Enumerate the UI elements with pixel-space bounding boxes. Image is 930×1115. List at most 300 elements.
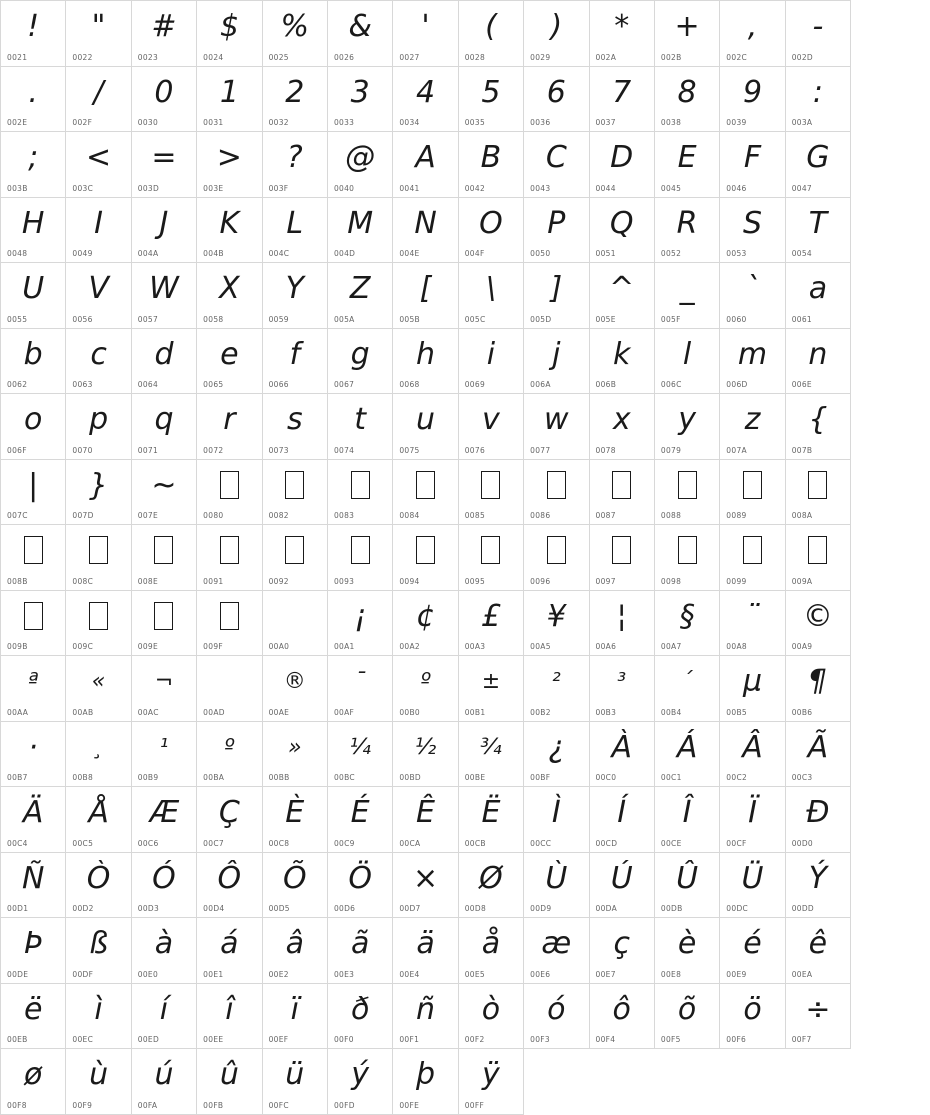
glyph-char: Ë [481, 795, 501, 830]
glyph-cell[interactable] [655, 918, 720, 984]
glyph-codepoint: 0062 [7, 380, 28, 389]
glyph-cell[interactable] [393, 525, 458, 591]
glyph-cell[interactable] [132, 591, 197, 657]
glyph-cell[interactable] [328, 132, 393, 198]
glyph-char: î [225, 991, 234, 1027]
glyph-cell[interactable] [459, 132, 524, 198]
glyph-cell[interactable] [328, 722, 393, 788]
glyph-cell[interactable] [720, 263, 785, 329]
glyph-codepoint: 0051 [595, 249, 616, 258]
glyph-cell[interactable] [197, 132, 262, 198]
glyph-codepoint: 0085 [464, 511, 486, 520]
glyph-codepoint: 0031 [203, 118, 224, 127]
glyph-cell[interactable] [524, 656, 589, 722]
glyph-cell[interactable] [66, 67, 131, 133]
glyph-cell[interactable] [590, 198, 655, 264]
glyph-cell[interactable] [720, 984, 785, 1050]
glyph-cell[interactable] [459, 1049, 524, 1115]
glyph-cell[interactable] [524, 132, 589, 198]
glyph-cell[interactable] [720, 525, 785, 591]
glyph-cell[interactable] [459, 525, 524, 591]
glyph-cell[interactable] [132, 1, 197, 67]
glyph-cell[interactable] [328, 263, 393, 329]
glyph-char: Ï [748, 795, 757, 830]
glyph-cell[interactable] [720, 394, 785, 460]
glyph-cell[interactable] [720, 656, 785, 722]
glyph-cell[interactable] [393, 918, 458, 984]
glyph-char [655, 529, 719, 573]
glyph-cell[interactable] [590, 1, 655, 67]
glyph-cell[interactable] [1, 656, 66, 722]
glyph-cell[interactable] [1, 198, 66, 264]
glyph-cell[interactable] [1, 853, 66, 919]
glyph-cell[interactable] [328, 853, 393, 919]
glyph-char: Þ [24, 926, 43, 961]
glyph-cell[interactable] [720, 198, 785, 264]
glyph-cell[interactable] [590, 394, 655, 460]
glyph-cell[interactable] [720, 787, 785, 853]
glyph-cell[interactable] [459, 722, 524, 788]
glyph-cell[interactable] [786, 722, 851, 788]
glyph-codepoint: 005E [595, 314, 616, 324]
glyph-cell[interactable] [263, 525, 328, 591]
glyph-cell[interactable] [132, 1049, 197, 1115]
glyph-char [197, 595, 261, 639]
glyph-cell[interactable] [1, 460, 66, 526]
glyph-cell[interactable] [197, 394, 262, 460]
glyph-cell[interactable] [132, 853, 197, 919]
glyph-codepoint: 00A8 [726, 642, 747, 651]
glyph-cell[interactable] [393, 1049, 458, 1115]
glyph-cell[interactable] [459, 1, 524, 67]
glyph-cell[interactable] [524, 394, 589, 460]
glyph-cell[interactable] [197, 460, 262, 526]
glyph-codepoint: 0030 [137, 118, 159, 127]
glyph-cell[interactable] [393, 853, 458, 919]
glyph-codepoint: 0080 [203, 511, 224, 520]
glyph-cell[interactable] [786, 329, 851, 395]
glyph-cell[interactable] [263, 656, 328, 722]
glyph-cell[interactable] [328, 1049, 393, 1115]
glyph-cell[interactable] [66, 394, 131, 460]
glyph-cell[interactable] [720, 1, 785, 67]
glyph-cell[interactable] [263, 787, 328, 853]
glyph-cell[interactable] [1, 984, 66, 1050]
glyph-cell[interactable] [1, 525, 66, 591]
glyph-char: ì [94, 991, 103, 1027]
glyph-codepoint: 008A [791, 511, 813, 520]
glyph-char: N [414, 205, 437, 241]
glyph-char: ä [416, 926, 435, 961]
glyph-cell[interactable] [1, 591, 66, 657]
glyph-cell[interactable] [132, 132, 197, 198]
glyph-cell[interactable] [655, 263, 720, 329]
glyph-cell[interactable] [786, 394, 851, 460]
glyph-char: A [415, 140, 436, 175]
glyph-cell[interactable] [1, 394, 66, 460]
glyph-cell[interactable] [524, 918, 589, 984]
glyph-char: c [90, 336, 107, 372]
glyph-cell[interactable] [66, 329, 131, 395]
glyph-cell[interactable] [66, 525, 131, 591]
glyph-cell[interactable] [66, 1049, 131, 1115]
glyph-cell[interactable] [524, 722, 589, 788]
glyph-cell[interactable] [655, 132, 720, 198]
glyph-char: S [742, 205, 763, 241]
glyph-char: Î [682, 795, 692, 830]
glyph-cell[interactable] [132, 329, 197, 395]
glyph-cell[interactable] [786, 198, 851, 264]
glyph-cell[interactable] [393, 394, 458, 460]
glyph-cell[interactable] [132, 722, 197, 788]
glyph-cell[interactable] [263, 263, 328, 329]
glyph-cell[interactable] [786, 656, 851, 722]
glyph-cell[interactable] [1, 918, 66, 984]
glyph-cell[interactable] [1, 329, 66, 395]
glyph-codepoint: 00F5 [660, 1035, 681, 1044]
glyph-cell[interactable] [655, 394, 720, 460]
glyph-cell[interactable] [328, 1, 393, 67]
glyph-cell[interactable] [720, 460, 785, 526]
glyph-char: Ñ [21, 860, 45, 896]
glyph-cell[interactable] [655, 329, 720, 395]
glyph-cell[interactable] [655, 67, 720, 133]
glyph-cell[interactable] [263, 1049, 328, 1115]
glyph-cell[interactable] [132, 984, 197, 1050]
notdef-box-icon [220, 471, 239, 499]
glyph-cell[interactable] [197, 1049, 262, 1115]
glyph-cell[interactable] [720, 853, 785, 919]
glyph-codepoint: 003C [72, 183, 94, 193]
glyph-cell[interactable] [1, 132, 66, 198]
glyph-cell[interactable] [720, 722, 785, 788]
glyph-char [720, 464, 784, 508]
glyph-codepoint: 00F3 [530, 1035, 550, 1044]
glyph-cell[interactable] [393, 329, 458, 395]
glyph-codepoint: 0076 [464, 445, 486, 455]
glyph-cell[interactable] [655, 198, 720, 264]
glyph-cell[interactable] [66, 1, 131, 67]
glyph-cell[interactable] [66, 853, 131, 919]
glyph-char: = [151, 140, 177, 175]
glyph-codepoint: 004D [333, 249, 356, 258]
glyph-cell[interactable] [524, 591, 589, 657]
glyph-cell[interactable] [263, 984, 328, 1050]
glyph-cell[interactable] [786, 918, 851, 984]
glyph-cell[interactable] [590, 263, 655, 329]
glyph-cell[interactable] [66, 263, 131, 329]
glyph-cell[interactable] [263, 394, 328, 460]
glyph-cell[interactable] [459, 263, 524, 329]
glyph-cell[interactable] [328, 591, 393, 657]
glyph-codepoint: 00F2 [464, 1035, 485, 1044]
glyph-codepoint: 00E0 [137, 969, 159, 979]
glyph-cell[interactable] [590, 591, 655, 657]
glyph-cell[interactable] [720, 591, 785, 657]
glyph-cell[interactable] [393, 1, 458, 67]
glyph-cell[interactable] [263, 918, 328, 984]
glyph-cell[interactable] [132, 918, 197, 984]
glyph-cell[interactable] [590, 787, 655, 853]
glyph-cell[interactable] [1, 1049, 66, 1115]
glyph-cell[interactable] [655, 460, 720, 526]
glyph-cell[interactable] [590, 984, 655, 1050]
glyph-codepoint: 0093 [333, 576, 355, 586]
glyph-cell[interactable] [66, 656, 131, 722]
glyph-cell[interactable] [1, 1, 66, 67]
glyph-cell[interactable] [393, 263, 458, 329]
glyph-cell[interactable] [524, 525, 589, 591]
glyph-codepoint: 006D [726, 380, 748, 389]
glyph-cell[interactable] [459, 198, 524, 264]
glyph-char: Æ [149, 795, 179, 830]
glyph-cell[interactable] [328, 525, 393, 591]
glyph-cell[interactable] [590, 656, 655, 722]
glyph-cell[interactable] [524, 787, 589, 853]
glyph-cell[interactable] [197, 525, 262, 591]
glyph-cell[interactable] [263, 853, 328, 919]
glyph-cell[interactable] [459, 394, 524, 460]
glyph-cell[interactable] [197, 918, 262, 984]
glyph-cell[interactable] [1, 263, 66, 329]
glyph-cell[interactable] [524, 263, 589, 329]
glyph-cell[interactable] [655, 1, 720, 67]
glyph-cell[interactable] [328, 329, 393, 395]
glyph-char: R [676, 205, 698, 241]
glyph-cell[interactable] [459, 460, 524, 526]
glyph-cell[interactable] [655, 853, 720, 919]
glyph-cell[interactable] [786, 132, 851, 198]
glyph-cell[interactable] [655, 722, 720, 788]
glyph-codepoint: 00A1 [333, 642, 355, 651]
glyph-cell[interactable] [393, 722, 458, 788]
glyph-cell[interactable] [66, 918, 131, 984]
glyph-char: M [347, 205, 374, 241]
glyph-cell[interactable] [197, 1, 262, 67]
glyph-cell[interactable] [197, 853, 262, 919]
glyph-cell[interactable] [197, 656, 262, 722]
notdef-box-icon [678, 536, 697, 564]
glyph-char: ý [351, 1057, 370, 1092]
glyph-cell[interactable] [459, 787, 524, 853]
glyph-cell[interactable] [132, 656, 197, 722]
glyph-char: Ã [807, 729, 829, 765]
glyph-char: ö [743, 991, 762, 1027]
glyph-cell[interactable] [524, 67, 589, 133]
glyph-cell[interactable] [328, 984, 393, 1050]
glyph-cell[interactable] [132, 67, 197, 133]
glyph-char: ô [612, 991, 631, 1027]
glyph-cell[interactable] [328, 394, 393, 460]
glyph-cell[interactable] [459, 984, 524, 1050]
glyph-cell[interactable] [197, 198, 262, 264]
glyph-char: b [23, 336, 43, 372]
glyph-cell[interactable] [132, 460, 197, 526]
glyph-codepoint: 0067 [333, 380, 355, 389]
glyph-cell[interactable] [66, 132, 131, 198]
glyph-char: Ä [22, 795, 44, 830]
glyph-codepoint: 0057 [137, 314, 159, 324]
glyph-char: k [613, 336, 631, 372]
glyph-cell[interactable] [786, 591, 851, 657]
glyph-cell[interactable] [720, 67, 785, 133]
glyph-codepoint: 00DC [726, 904, 749, 913]
glyph-cell[interactable] [590, 722, 655, 788]
glyph-cell[interactable] [328, 67, 393, 133]
glyph-codepoint: 0044 [595, 183, 616, 193]
glyph-cell[interactable] [720, 918, 785, 984]
glyph-char: E [677, 140, 697, 175]
glyph-cell[interactable] [197, 329, 262, 395]
glyph-cell[interactable] [66, 722, 131, 788]
glyph-codepoint: 0079 [660, 445, 682, 455]
glyph-cell[interactable] [459, 918, 524, 984]
glyph-char: Â [742, 729, 763, 765]
glyph-char: ' [421, 9, 430, 44]
glyph-codepoint: 0094 [399, 576, 420, 586]
glyph-codepoint: 00C7 [203, 838, 224, 848]
glyph-cell[interactable] [132, 394, 197, 460]
glyph-codepoint: 0021 [7, 52, 28, 62]
glyph-cell[interactable] [197, 591, 262, 657]
glyph-cell[interactable] [263, 722, 328, 788]
glyph-cell[interactable] [263, 67, 328, 133]
glyph-cell[interactable] [197, 984, 262, 1050]
glyph-cell[interactable] [66, 787, 131, 853]
glyph-codepoint: 003B [7, 183, 28, 193]
glyph-cell[interactable] [459, 656, 524, 722]
glyph-char: ; [28, 140, 39, 175]
notdef-box-icon [285, 471, 304, 499]
glyph-char: 9 [742, 74, 763, 110]
glyph-cell[interactable] [197, 67, 262, 133]
glyph-codepoint: 00AB [72, 707, 94, 717]
glyph-cell[interactable] [197, 722, 262, 788]
glyph-cell[interactable] [786, 67, 851, 133]
glyph-codepoint: 00E4 [399, 969, 420, 979]
glyph-cell[interactable] [655, 787, 720, 853]
glyph-cell[interactable] [66, 198, 131, 264]
glyph-cell[interactable] [328, 198, 393, 264]
glyph-cell[interactable] [132, 525, 197, 591]
glyph-codepoint: 0071 [137, 445, 159, 455]
glyph-cell[interactable] [1, 787, 66, 853]
glyph-cell[interactable] [786, 263, 851, 329]
glyph-cell[interactable] [393, 787, 458, 853]
notdef-box-icon [481, 471, 500, 499]
glyph-codepoint: 0026 [333, 52, 355, 62]
glyph-cell[interactable] [132, 263, 197, 329]
glyph-cell[interactable] [655, 984, 720, 1050]
glyph-cell[interactable] [459, 591, 524, 657]
glyph-cell[interactable] [590, 918, 655, 984]
glyph-cell[interactable] [263, 329, 328, 395]
glyph-codepoint: 00B1 [464, 707, 486, 717]
glyph-cell[interactable] [197, 787, 262, 853]
glyph-cell[interactable] [655, 656, 720, 722]
glyph-codepoint: 0034 [399, 118, 420, 127]
glyph-cell[interactable] [590, 853, 655, 919]
glyph-cell[interactable] [393, 591, 458, 657]
glyph-cell[interactable] [786, 853, 851, 919]
glyph-codepoint: 00DE [7, 969, 29, 979]
glyph-cell[interactable] [393, 198, 458, 264]
glyph-char [524, 464, 588, 508]
glyph-cell[interactable] [720, 132, 785, 198]
glyph-cell[interactable] [786, 525, 851, 591]
glyph-codepoint: 00F0 [333, 1035, 354, 1044]
glyph-cell[interactable] [524, 329, 589, 395]
glyph-cell[interactable] [524, 198, 589, 264]
glyph-cell[interactable] [328, 787, 393, 853]
glyph-cell[interactable] [524, 853, 589, 919]
glyph-cell[interactable] [328, 918, 393, 984]
glyph-cell[interactable] [459, 853, 524, 919]
glyph-cell[interactable] [393, 984, 458, 1050]
glyph-cell[interactable] [786, 1, 851, 67]
glyph-cell[interactable] [328, 656, 393, 722]
glyph-codepoint: 00A3 [464, 642, 486, 651]
glyph-cell[interactable] [393, 67, 458, 133]
glyph-cell[interactable] [720, 329, 785, 395]
glyph-codepoint: 002A [595, 52, 617, 62]
glyph-cell[interactable] [132, 787, 197, 853]
glyph-codepoint: 00E8 [660, 969, 682, 979]
glyph-cell[interactable] [590, 329, 655, 395]
glyph-cell[interactable] [524, 460, 589, 526]
glyph-cell[interactable] [263, 1, 328, 67]
glyph-cell[interactable] [393, 656, 458, 722]
glyph-cell[interactable] [66, 984, 131, 1050]
glyph-cell[interactable] [132, 198, 197, 264]
glyph-cell[interactable] [328, 460, 393, 526]
glyph-cell[interactable] [263, 591, 328, 657]
glyph-cell[interactable] [197, 263, 262, 329]
glyph-char: ( [485, 9, 497, 44]
glyph-cell[interactable] [655, 591, 720, 657]
glyph-cell[interactable] [66, 591, 131, 657]
glyph-cell[interactable] [786, 787, 851, 853]
glyph-cell[interactable] [393, 132, 458, 198]
glyph-codepoint: 0084 [399, 511, 420, 520]
glyph-cell[interactable] [590, 132, 655, 198]
glyph-cell[interactable] [263, 460, 328, 526]
glyph-codepoint: 0032 [268, 118, 289, 127]
glyph-cell[interactable] [524, 984, 589, 1050]
glyph-cell[interactable] [590, 525, 655, 591]
glyph-cell[interactable] [1, 722, 66, 788]
glyph-char [655, 464, 719, 508]
glyph-cell[interactable] [459, 329, 524, 395]
glyph-codepoint: 0028 [464, 52, 486, 62]
glyph-cell[interactable] [786, 984, 851, 1050]
glyph-cell[interactable] [263, 198, 328, 264]
glyph-cell[interactable] [66, 460, 131, 526]
glyph-cell[interactable] [786, 460, 851, 526]
glyph-cell[interactable] [590, 67, 655, 133]
glyph-cell[interactable] [655, 525, 720, 591]
glyph-codepoint: 0098 [660, 576, 682, 586]
glyph-cell[interactable] [459, 67, 524, 133]
glyph-codepoint: 00AF [333, 707, 355, 717]
glyph-cell[interactable] [1, 67, 66, 133]
glyph-cell[interactable] [263, 132, 328, 198]
glyph-cell[interactable] [393, 460, 458, 526]
glyph-char: ¢ [415, 598, 436, 634]
glyph-codepoint: 0053 [726, 249, 747, 258]
glyph-cell[interactable] [524, 1, 589, 67]
glyph-cell[interactable] [590, 460, 655, 526]
